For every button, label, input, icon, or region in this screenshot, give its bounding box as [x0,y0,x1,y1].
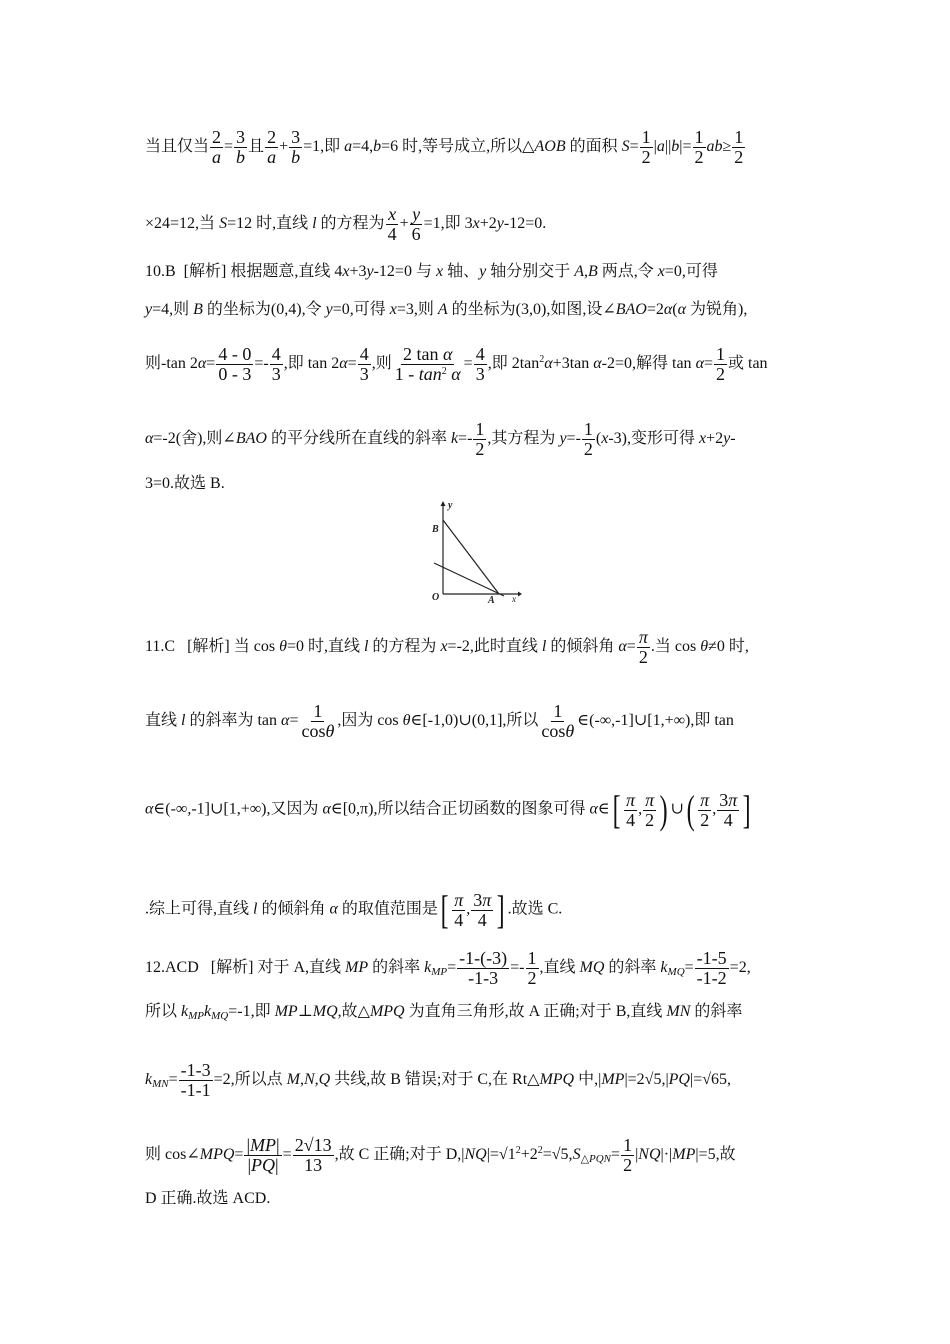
text-line-9: 直线 l 的斜率为 tan α= $\frac{1}{\cos\theta}$ ,因为 cos θ∈[-1,0)∪(0,1],所以 $\frac{1}{\cos\theta}$ ∈(-∞,-1]∪[1,+∞),即 tan [145,701,734,741]
text-line-2: ×24=12,当 S=12 时,直线 l 的方程为 $\frac{x}{4}$ + $\frac{y}{6}$ =1,即 3x+2y-12=0. [145,204,547,244]
text-line-14: $k_{MN}=$ $\frac{-1-3}{-1-1}$ =2,所以点 M,N,Q 共线,故 B 错误;对于 C,在 Rt△MPQ 中,|MP|=2√5,|PQ|=√65, [145,1060,731,1100]
text-line-5: 则-tan 2α= $\frac{4 - 0}{0 - 3}$ =- $\frac{4}{3}$ ,即 tan 2α= $\frac{4}{3}$ ,则 $\frac{\text{2 tan α}}{1 - \tan^2 \alpha}$ = $\frac{4}{3}$ ,即 $2\tan^2\alpha+3\tan$ α-2=0,解得 tan α= $\frac{1}{2}$ 或 tan [145,344,768,384]
text-line-4: y=4,则 B 的坐标为(0,4),令 y=0,可得 x=3,则 A 的坐标为(3,0),如图,设∠BAO=2α(α 为锐角), [145,301,748,318]
text-line-10: α∈(-∞,-1]∪[1,+∞),又因为 α∈[0,π),所以结合正切函数的图象可得 α∈[ $\frac{\pi}{4}$ , $\frac{\pi}{2}$ ) ∪( $\frac{\pi}{2}$ , $\frac{3\pi}{4}$ ] [145,787,751,832]
text-line-15: 则 cos∠MPQ= $\frac{|MP|}{|PQ|}$ = $\frac{2√13}{13}$ ,故 C 正确;对于 $D,|NQ|=√1^2+2^2=√5,S_{\triangle PQN}=$ $\frac{1}{2}$ |NQ|·|MP|=5,故 [145,1135,736,1175]
text-line-16: D 正确.故选 ACD. [145,1190,271,1207]
text-line-1: 当且仅当 $\frac{2}{a}$ = $\frac{3}{b}$ 且 $\frac{2}{a}$ + $\frac{3}{b}$ =1,即 a=4,b=6 时,等号成立,所以△AOB 的面积 S= $\frac{1}{2}$ |a||b|= $\frac{1}{2}$ ab≥ $\frac{1}{2}$ [145,127,744,167]
origin-label: O [432,592,440,603]
text-line-11: .综上可得,直线 l 的倾斜角 α 的取值范围是[ $\frac{\pi}{4}$ , $\frac{3\pi}{4}$ ] .故选 C. [145,887,563,932]
text-line-13: 所以 $k_{MP}k_{MQ}=-1$,即 MP⊥MQ,故△MPQ 为直角三角形,故 A 正确;对于 B,直线 MN 的斜率 [145,1003,743,1022]
text-line-8: 11.C [解析] 当 cos θ=0 时,直线 l 的方程为 x=-2,此时直线 l 的倾斜角 α= $\frac{\pi}{2}$ .当 cos θ≠0 时, [145,627,749,667]
text-line-7: 3=0.故选 B. [145,475,225,492]
text-line-3: 10.B [解析] 根据题意,直线 4x+3y-12=0 与 x 轴、y 轴分别交于 A,B 两点,令 x=0,可得 [145,263,718,280]
y-axis-label: y [448,500,453,511]
text-line-6: α=-2(舍),则∠BAO 的平分线所在直线的斜率 k=- $\frac{1}{2}$ ,其方程为 y=- $\frac{1}{2}$ (x-3),变形可得 x+2y- [145,419,736,459]
x-axis-label: x [512,594,516,604]
coordinate-figure [426,498,522,604]
point-a-label: A [488,595,495,604]
point-b-label: B [432,524,439,535]
text-line-12: 12.ACD [解析] 对于 A,直线 MP 的斜率 $k_{MP}=$ $\frac{-1-(-3)}{-1-3}$ =- $\frac{1}{2}$ ,直线 MQ 的斜率 $k_{MQ}=$ $\frac{-1-5}{-1-2}$ =2, [145,948,751,988]
